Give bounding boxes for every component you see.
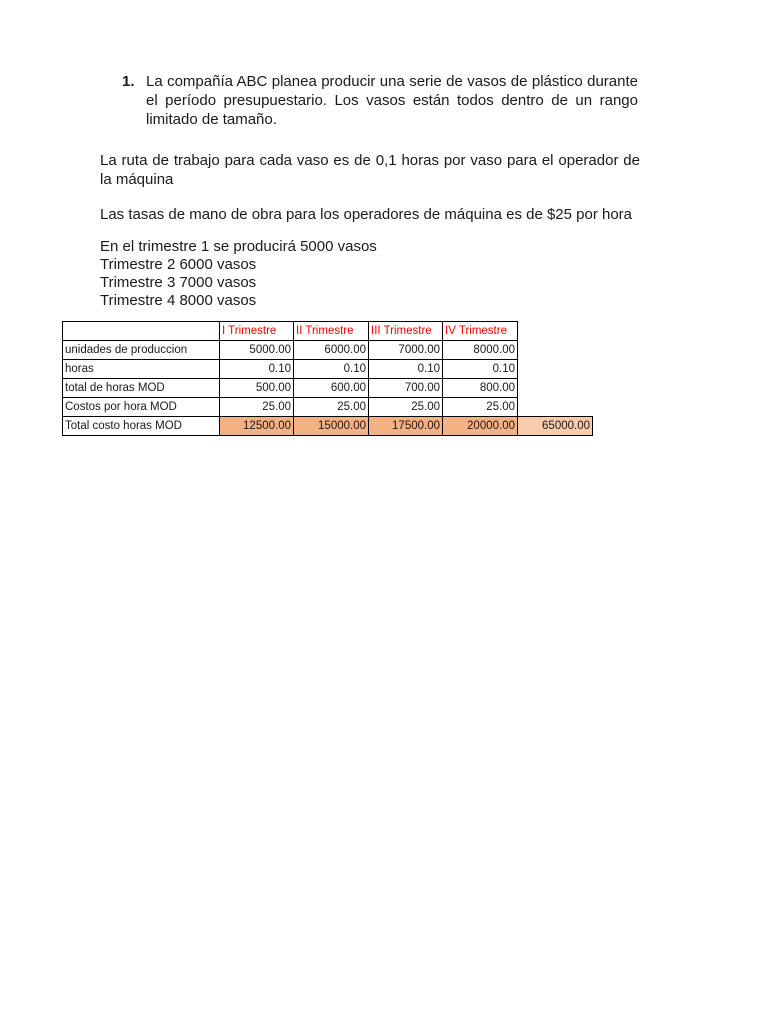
empty-cell <box>518 379 593 398</box>
budget-table <box>62 321 593 436</box>
table-corner-cell[interactable] <box>63 322 220 341</box>
cost-per-hour-q4[interactable]: 25.00 <box>443 398 518 417</box>
problem-number: 1. <box>122 73 135 90</box>
units-q2[interactable]: 6000.00 <box>294 341 369 360</box>
table-header-row <box>63 322 593 341</box>
hours-q3[interactable]: 0.10 <box>369 360 443 379</box>
row-label-units[interactable]: unidades de produccion <box>63 341 220 360</box>
route-paragraph: La ruta de trabajo para cada vaso es de 0,1 horas por vaso para el operador de la máquina <box>100 152 640 188</box>
table-row <box>63 398 593 417</box>
total-hours-q4[interactable]: 800.00 <box>443 379 518 398</box>
production-line-q1: En el trimestre 1 se producirá 5000 vasos <box>100 238 377 255</box>
problem-text: La compañía ABC planea producir una serie de vasos de plástico durante el período presupuestario. Los vasos están todos dentro de un rango limitado de tamaño. <box>146 73 638 128</box>
cost-per-hour-q3[interactable]: 25.00 <box>369 398 443 417</box>
hours-q2[interactable]: 0.10 <box>294 360 369 379</box>
row-label-cost-per-hour[interactable]: Costos por hora MOD <box>63 398 220 417</box>
table-total-row <box>63 417 593 436</box>
total-cost-q3[interactable]: 17500.00 <box>369 417 443 436</box>
row-label-total-cost[interactable]: Total costo horas MOD <box>63 417 220 436</box>
production-line-q3: Trimestre 3 7000 vasos <box>100 274 257 291</box>
grand-total-cost[interactable]: 65000.00 <box>518 417 593 436</box>
total-hours-q1[interactable]: 500.00 <box>220 379 294 398</box>
hours-q4[interactable]: 0.10 <box>443 360 518 379</box>
empty-cell <box>518 360 593 379</box>
header-q1[interactable]: I Trimestre <box>220 322 294 341</box>
problem-statement <box>122 72 638 129</box>
header-q2[interactable]: II Trimestre <box>294 322 369 341</box>
production-line-q4: Trimestre 4 8000 vasos <box>100 292 257 309</box>
empty-cell <box>518 322 593 341</box>
rates-paragraph: Las tasas de mano de obra para los operadores de máquina es de $25 por hora <box>100 206 633 223</box>
units-q1[interactable]: 5000.00 <box>220 341 294 360</box>
total-hours-q2[interactable]: 600.00 <box>294 379 369 398</box>
total-cost-q2[interactable]: 15000.00 <box>294 417 369 436</box>
units-q3[interactable]: 7000.00 <box>369 341 443 360</box>
total-cost-q4[interactable]: 20000.00 <box>443 417 518 436</box>
row-label-hours[interactable]: horas <box>63 360 220 379</box>
hours-q1[interactable]: 0.10 <box>220 360 294 379</box>
empty-cell <box>518 341 593 360</box>
table-row <box>63 379 593 398</box>
cost-per-hour-q2[interactable]: 25.00 <box>294 398 369 417</box>
total-hours-q3[interactable]: 700.00 <box>369 379 443 398</box>
total-cost-q1[interactable]: 12500.00 <box>220 417 294 436</box>
units-q4[interactable]: 8000.00 <box>443 341 518 360</box>
table-row <box>63 341 593 360</box>
header-q4[interactable]: IV Trimestre <box>443 322 518 341</box>
row-label-total-hours[interactable]: total de horas MOD <box>63 379 220 398</box>
table-row <box>63 360 593 379</box>
production-line-q2: Trimestre 2 6000 vasos <box>100 256 257 273</box>
cost-per-hour-q1[interactable]: 25.00 <box>220 398 294 417</box>
header-q3[interactable]: III Trimestre <box>369 322 443 341</box>
production-list <box>100 238 640 310</box>
empty-cell <box>518 398 593 417</box>
